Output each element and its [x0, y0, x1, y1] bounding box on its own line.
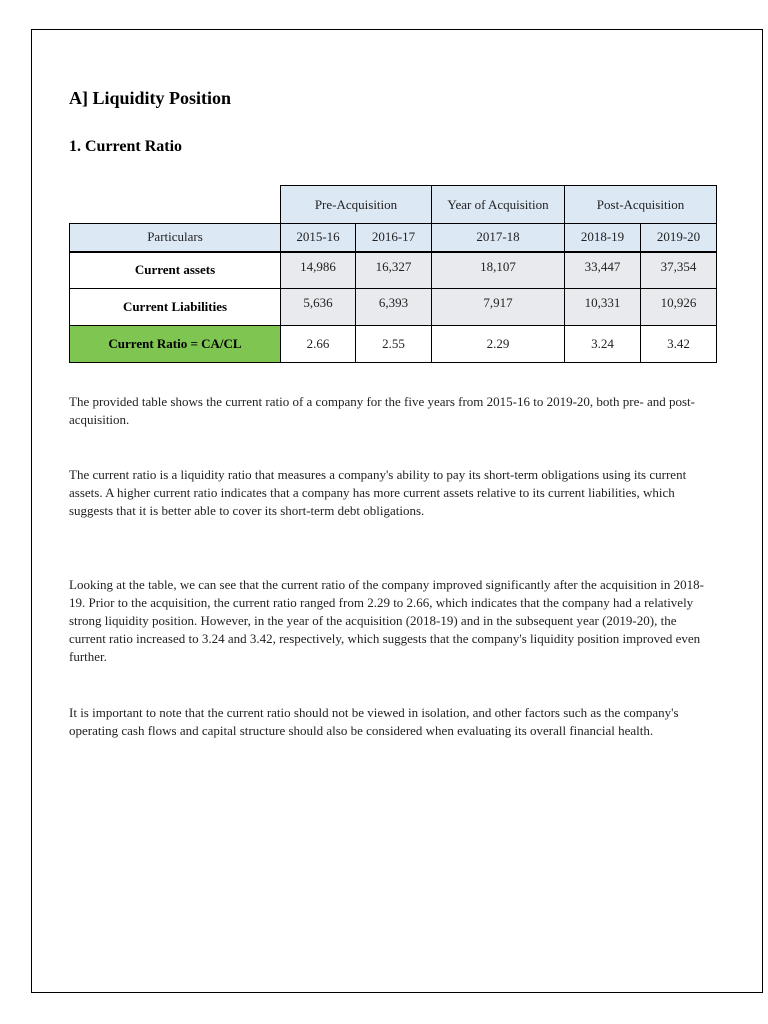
table-cell: 2.66 — [281, 326, 356, 363]
year-header: 2018-19 — [565, 224, 641, 252]
row-label: Current Liabilities — [70, 289, 281, 326]
table-cell: 18,107 — [432, 252, 565, 289]
table-row — [70, 252, 717, 289]
table-cell: 2.55 — [356, 326, 432, 363]
table-cell: 37,354 — [641, 252, 717, 289]
year-header: 2019-20 — [641, 224, 717, 252]
paragraph: Looking at the table, we can see that the current ratio of the company improved significantly after the acquisition in 2018-19. Prior to the acquisition, the current ratio ranged from 2.29 to 2.66, which indicates that the company had a relatively strong liquidity position. However, in the year of the acquisition (2018-19) and in the subsequent year (2019-20), the current ratio increased to 3.24 and 3.42, respectively, which suggests that the company's liquidity position improved even further. — [69, 577, 704, 664]
row-label: Current assets — [70, 252, 281, 289]
paragraph: It is important to note that the current ratio should not be viewed in isolation, and other factors such as the company's operating cash flows and capital structure should also be considered when evaluating its overall financial health. — [69, 705, 679, 738]
group-header-row — [70, 186, 717, 224]
year-header: 2017-18 — [432, 224, 565, 252]
paragraph: The current ratio is a liquidity ratio that measures a company's ability to pay its short-term obligations using its current assets. A higher current ratio indicates that a company has more current assets relative to its current liabilities, which suggests that it is better able to cover its short-term debt obligations. — [69, 467, 687, 518]
year-of-acquisition-header: Year of Acquisition — [432, 186, 565, 224]
blank-header-cell — [70, 186, 281, 224]
year-header: 2016-17 — [356, 224, 432, 252]
particulars-header: Particulars — [70, 224, 281, 252]
post-acquisition-header: Post-Acquisition — [565, 186, 717, 224]
paragraph: The provided table shows the current ratio of a company for the five years from 2015-16 to 2019-20, both pre- and post-acquisition. — [69, 394, 695, 427]
table-row — [70, 289, 717, 326]
pre-acquisition-header: Pre-Acquisition — [281, 186, 432, 224]
table-cell: 7,917 — [432, 289, 565, 326]
table-cell: 16,327 — [356, 252, 432, 289]
table-cell: 14,986 — [281, 252, 356, 289]
table-row — [70, 326, 717, 363]
table-cell: 6,393 — [356, 289, 432, 326]
year-header: 2015-16 — [281, 224, 356, 252]
current-ratio-table — [69, 185, 717, 363]
current-ratio-label: Current Ratio = CA/CL — [70, 326, 281, 363]
table-cell: 10,331 — [565, 289, 641, 326]
table-cell: 10,926 — [641, 289, 717, 326]
table-cell: 33,447 — [565, 252, 641, 289]
table-cell: 3.42 — [641, 326, 717, 363]
table-cell: 3.24 — [565, 326, 641, 363]
table-cell: 5,636 — [281, 289, 356, 326]
section-heading: A] Liquidity Position — [69, 88, 232, 108]
subsection-heading: 1. Current Ratio — [69, 138, 183, 155]
table-cell: 2.29 — [432, 326, 565, 363]
years-header-row — [70, 224, 717, 252]
